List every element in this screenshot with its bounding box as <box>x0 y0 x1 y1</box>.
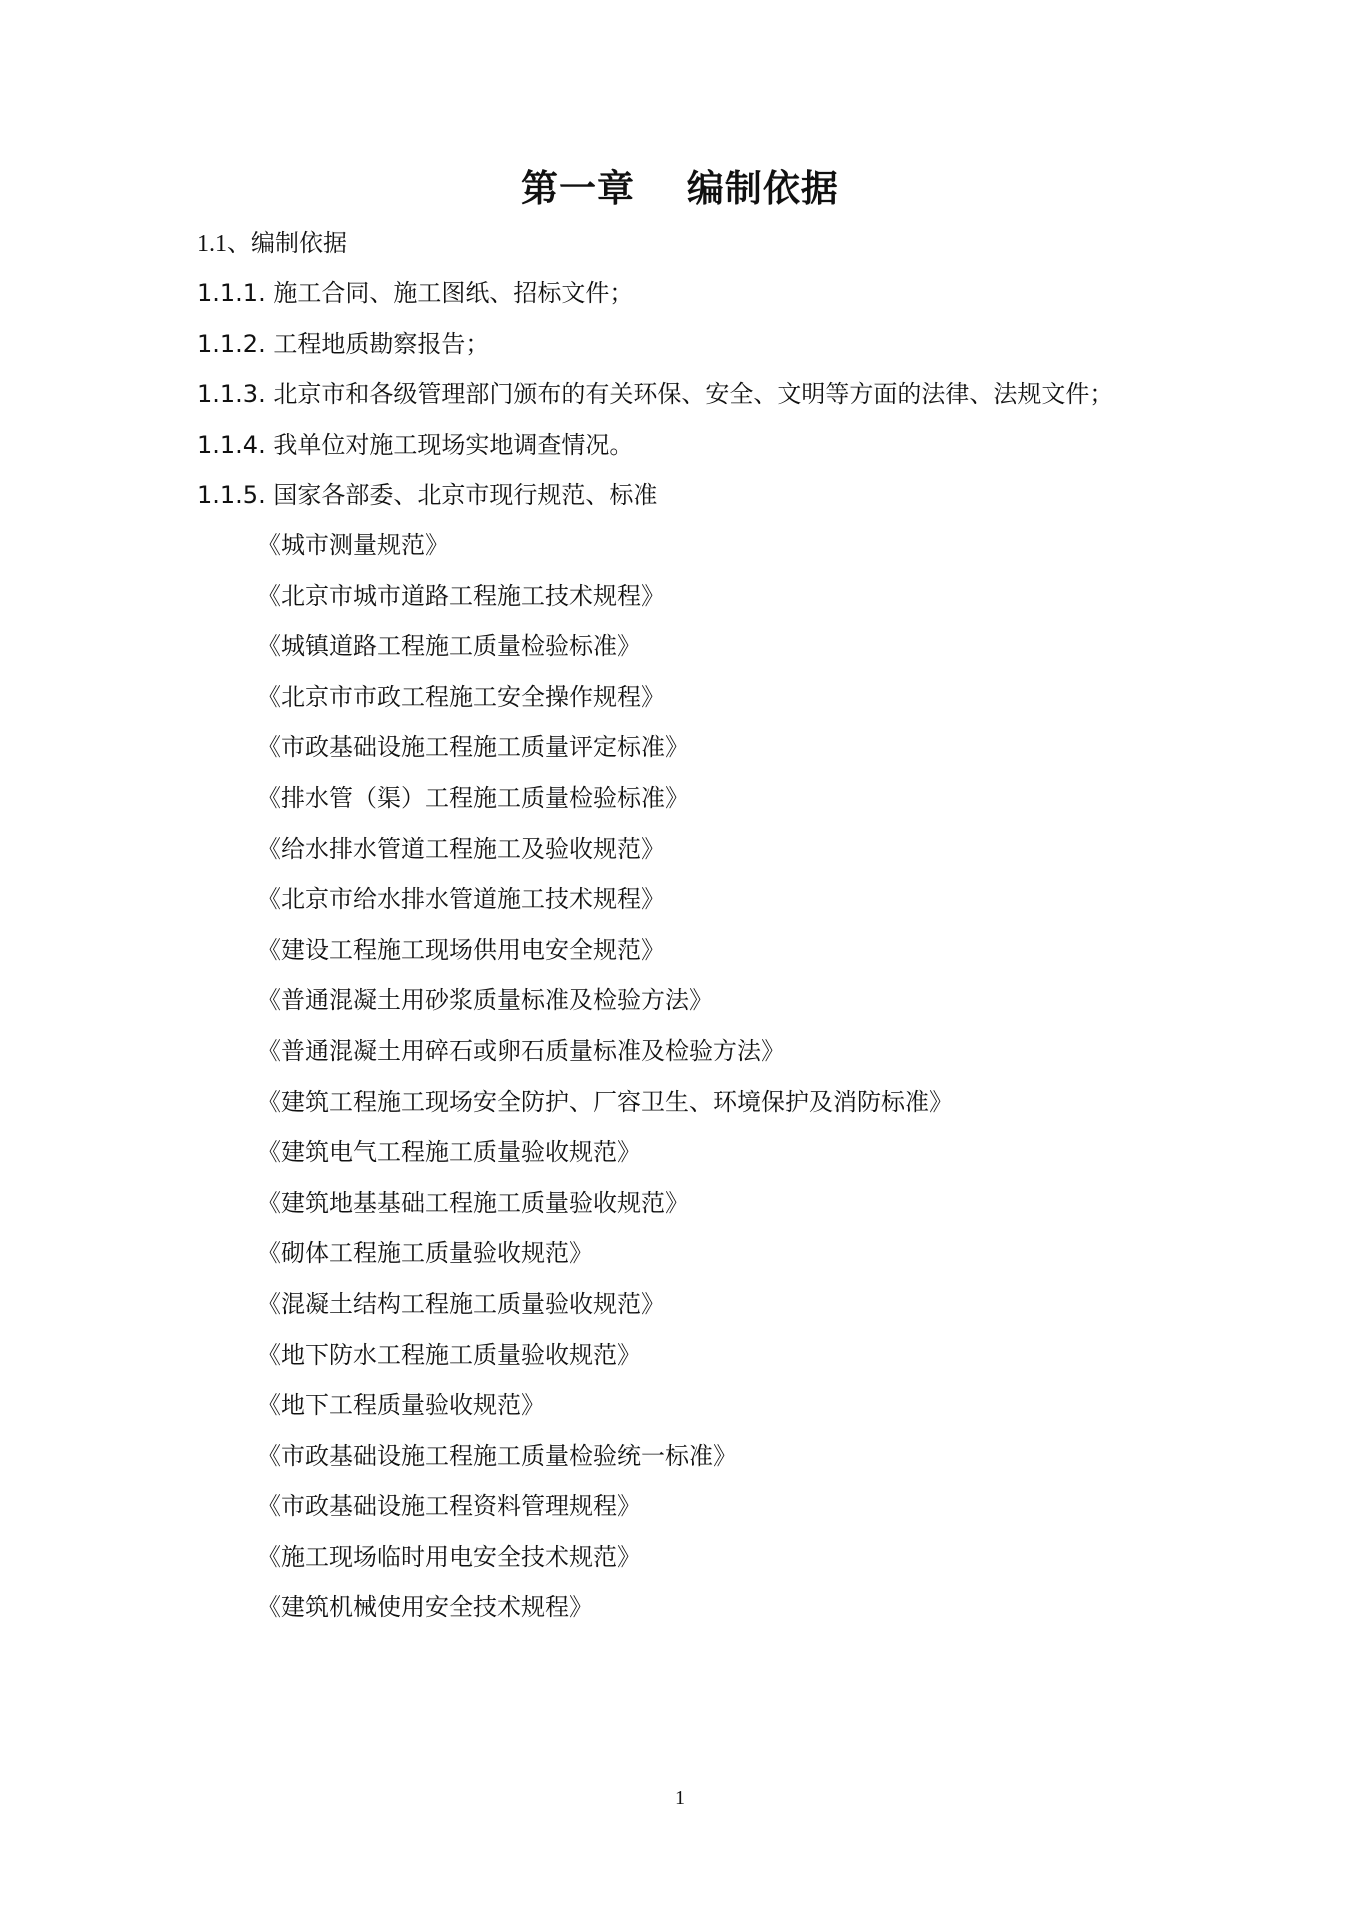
standard-item: 《给水排水管道工程施工及验收规范》 <box>257 834 665 863</box>
standard-item: 《北京市市政工程施工安全操作规程》 <box>257 682 665 711</box>
basis-item: 1.1.2. 工程地质勘察报告； <box>197 329 490 358</box>
basis-list <box>197 276 1317 529</box>
standard-item: 《城镇道路工程施工质量检验标准》 <box>257 632 641 661</box>
standard-item: 《混凝土结构工程施工质量验收规范》 <box>257 1289 665 1318</box>
section-heading <box>197 226 347 261</box>
standard-item: 《建设工程施工现场供用电安全规范》 <box>257 935 665 964</box>
standard-item: 《地下防水工程施工质量验收规范》 <box>257 1340 641 1369</box>
standard-item: 《建筑工程施工现场安全防护、厂容卫生、环境保护及消防标准》 <box>257 1087 953 1116</box>
basis-item: 1.1.1. 施工合同、施工图纸、招标文件； <box>197 279 634 307</box>
standards-list <box>257 528 1317 1641</box>
standard-item: 《市政基础设施工程施工质量检验统一标准》 <box>257 1441 737 1470</box>
section-number: 1.1 <box>197 231 227 257</box>
standard-item: 《北京市城市道路工程施工技术规程》 <box>257 581 665 610</box>
standard-item: 《市政基础设施工程资料管理规程》 <box>257 1492 641 1521</box>
standard-item: 《砌体工程施工质量验收规范》 <box>257 1239 593 1268</box>
chapter-title: 第一章 编制依据 <box>521 167 839 210</box>
standard-item: 《排水管（渠）工程施工质量检验标准》 <box>257 783 689 812</box>
section-title: 、编制依据 <box>227 229 347 257</box>
basis-item: 1.1.3. 北京市和各级管理部门颁布的有关环保、安全、文明等方面的法律、法规文件； <box>197 380 1114 408</box>
standard-item: 《建筑地基基础工程施工质量验收规范》 <box>257 1188 689 1217</box>
standard-item: 《地下工程质量验收规范》 <box>257 1391 545 1420</box>
standard-item: 《城市测量规范》 <box>257 531 449 559</box>
basis-item: 1.1.5. 国家各部委、北京市现行规范、标准 <box>197 481 658 509</box>
standard-item: 《市政基础设施工程施工质量评定标准》 <box>257 733 689 762</box>
page-number: 1 <box>675 1787 685 1809</box>
standard-item: 《建筑电气工程施工质量验收规范》 <box>257 1138 641 1167</box>
basis-item: 1.1.4. 我单位对施工现场实地调查情况。 <box>197 430 634 459</box>
standard-item: 《普通混凝土用砂浆质量标准及检验方法》 <box>257 986 713 1015</box>
standard-item: 《施工现场临时用电安全技术规范》 <box>257 1542 641 1571</box>
standard-item: 《普通混凝土用碎石或卵石质量标准及检验方法》 <box>257 1036 785 1065</box>
standard-item: 《建筑机械使用安全技术规程》 <box>257 1593 593 1622</box>
standard-item: 《北京市给水排水管道施工技术规程》 <box>257 885 665 914</box>
